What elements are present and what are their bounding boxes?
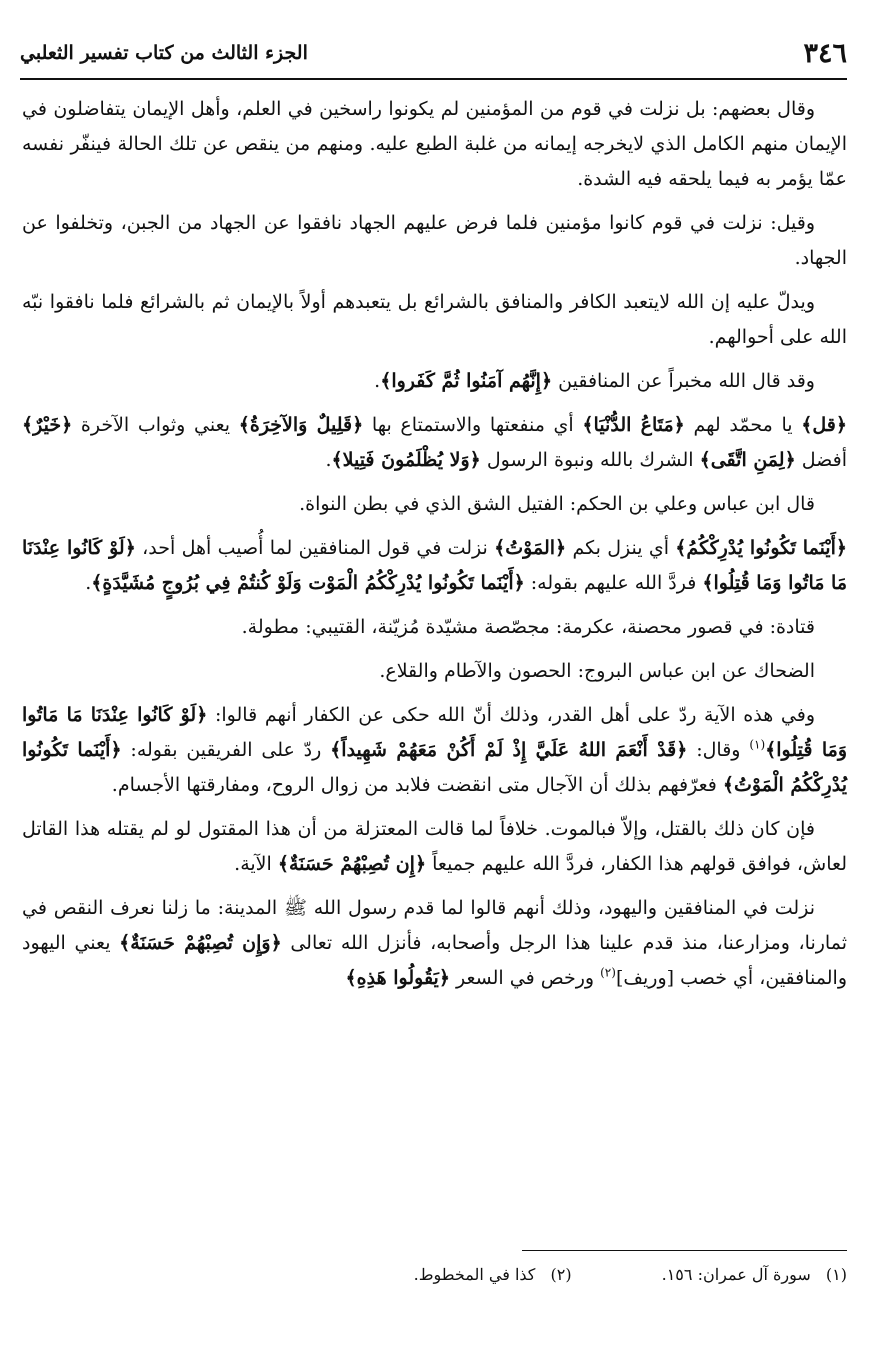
quran-quote: ﴿لَوْ كَانُوا عِنْدَنَا مَا مَاتُوا وَمَا قُتِلُوا﴾ — [22, 704, 848, 761]
text-run: فردَّ الله عليهم بقوله: — [524, 572, 703, 594]
text-run: فإن كان ذلك بالقتل، وإلاّ فبالموت. خلافاً لما قالت المعتزلة من أن هذا المقتول لو لم يقتله هذا القاتل لعاش، فوافق قولهم هذا الكفار، فردَّ الله عليهم جميعاً — [22, 818, 847, 875]
text-run: فعرّفهم بذلك أن الآجال متى انقضت فلابد من زوال الروح، ومفارقتها الأجسام. — [111, 774, 723, 796]
footnote-text: سورة آل عمران: ١٥٦. — [661, 1265, 811, 1284]
quran-quote: ﴿خَيْرٌ﴾ — [22, 414, 73, 436]
quran-quote: ﴿إِن تُصِبْهُمْ حَسَنَةٌ﴾ — [277, 853, 427, 875]
text-run: يعني وثواب الآخرة — [72, 414, 239, 436]
quran-quote: ﴿لَوْ كَانُوا عِنْدَنَا مَا مَاتُوا وَمَا قُتِلُوا﴾ — [22, 537, 847, 594]
text-run: . — [374, 370, 381, 392]
footnote-1 — [662, 1260, 847, 1290]
quran-quote: ﴿أَيْنَما تَكُونُوا يُدْرِكْكُمُ﴾ — [675, 537, 848, 559]
quran-quote: ﴿المَوْتُ﴾ — [494, 537, 567, 559]
quran-quote: ﴿وَلا يُظْلَمُونَ فَتِيلا﴾ — [331, 449, 481, 471]
text-run: الضحاك عن ابن عباس البروج: الحصون والآطام والقلاع. — [379, 660, 815, 682]
footnote-text: كذا في المخطوط. — [413, 1265, 536, 1284]
text-run: . — [325, 449, 332, 471]
text-run: نزلت في المنافقين واليهود، وذلك أنهم قالوا لما قدم رسول الله ﷺ المدينة: ما زلنا نعرف النقص في ثمارنا، ومزارعنا، منذ قدم علينا هذا الرجل وأصحابه، فأنزل الله تعالى — [22, 897, 847, 954]
text-run: وقال: — [687, 739, 750, 761]
quran-quote: ﴿وَإِن تُصِبْهُمْ حَسَنَةٌ﴾ — [119, 932, 282, 954]
text-run: قتادة: في قصور محصنة، عكرمة: مجصّصة مشيّدة مُزيّنة، القتيبي: مطولة. — [241, 616, 815, 638]
quran-quote: ﴿قَلِيلٌ وَالآخِرَةُ﴾ — [238, 414, 364, 436]
quran-quote: ﴿أَيْنَما تَكُونُوا يُدْرِكْكُمُ الْمَوْتُ﴾ — [22, 739, 847, 796]
page-body — [22, 92, 847, 1005]
footnote-2 — [414, 1260, 572, 1290]
paragraph — [22, 812, 847, 882]
page-number: ٣٤٦ — [803, 37, 847, 69]
text-run: الآية. — [234, 853, 278, 875]
quran-quote: ﴿أَيْنَما تَكُونُوا يُدْرِكْكُمُ الْمَوْت وَلَوْ كُنتُمْ فِي بُرُوجٍ مُشَيَّدَةٍ﴾ — [91, 572, 525, 594]
text-run: ويدلّ عليه إن الله لايتعبد الكافر والمنافق بالشرائع بل يتعبدهم أولاً بالإيمان ثم بالشرائع فلما نافقوا نبّه الله على أحوالهم. — [22, 291, 847, 348]
paragraph — [22, 610, 847, 645]
page-header — [20, 28, 847, 80]
quran-quote: ﴿مَتَاعُ الدُّنْيَا﴾ — [582, 414, 685, 436]
footnotes — [22, 1260, 847, 1290]
quran-quote: ﴿قَدْ أَنْعَمَ اللهُ عَلَيَّ إِذْ لَمْ أَكُنْ مَعَهُمْ شَهِيداً﴾ — [330, 739, 688, 761]
text-run: أي منفعتها والاستمتاع بها — [363, 414, 583, 436]
quran-quote: ﴿قل﴾ — [801, 414, 847, 436]
paragraph — [22, 364, 847, 399]
text-run: . — [85, 572, 92, 594]
running-title: الجزء الثالث من كتاب تفسير الثعلبي — [20, 42, 308, 64]
paragraph — [22, 531, 847, 601]
footnote-marker: (٢) — [600, 965, 616, 980]
text-run: أي ينزل بكم — [566, 537, 676, 559]
quran-quote: ﴿يَقُولُوا هَذِهِ﴾ — [345, 967, 450, 989]
text-run: وقيل: نزلت في قوم كانوا مؤمنين فلما فرض عليهم الجهاد نافقوا عن الجهاد من الجبن، وتخلفوا عن الجهاد. — [22, 212, 847, 269]
footnote-number: (٢) — [550, 1265, 572, 1284]
footnote-number: (١) — [825, 1265, 847, 1284]
text-run: وفي هذه الآية ردّ على أهل القدر، وذلك أنّ الله حكى عن الكفار أنهم قالوا: — [207, 704, 815, 726]
text-run: الشرك بالله ونبوة الرسول — [480, 449, 700, 471]
footnote-separator — [522, 1250, 847, 1251]
paragraph — [22, 698, 847, 803]
text-run: ورخص في السعر — [449, 967, 601, 989]
paragraph — [22, 92, 847, 197]
text-run: يا محمّد لهم — [684, 414, 802, 436]
text-run: ردّ على الفريقين بقوله: — [121, 739, 331, 761]
quran-quote: ﴿لِمَنِ اتَّقَى﴾ — [699, 449, 796, 471]
text-run: يعني اليهود والمنافقين، أي خصب [وريف] — [22, 932, 847, 989]
text-run: وقال بعضهم: بل نزلت في قوم من المؤمنين لم يكونوا راسخين في العلم، وأهل الإيمان يتفاضلون في الإيمان منهم الكامل الذي لايخرجه إيمانه من غلبة الطبع عليه. ومنهم من ينقص عن تلك الحالة فينفّر نفسه عمّا يؤمر به فيما يلحقه فيه الشدة. — [22, 98, 847, 190]
paragraph — [22, 285, 847, 355]
text-run: أفضل — [795, 449, 847, 471]
paragraph — [22, 408, 847, 478]
paragraph — [22, 487, 847, 522]
text-run: نزلت في قول المنافقين لما أُصيب أهل أحد، — [135, 537, 495, 559]
paragraph — [22, 891, 847, 996]
paragraph — [22, 654, 847, 689]
text-run: وقد قال الله مخبراً عن المنافقين — [552, 370, 815, 392]
quran-quote: ﴿إِنَّهُم آمَنُوا ثُمَّ كَفَروا﴾ — [380, 370, 553, 392]
paragraph — [22, 206, 847, 276]
footnote-marker: (١) — [749, 737, 766, 752]
text-run: قال ابن عباس وعلي بن الحكم: الفتيل الشق الذي في بطن النواة. — [299, 493, 815, 515]
